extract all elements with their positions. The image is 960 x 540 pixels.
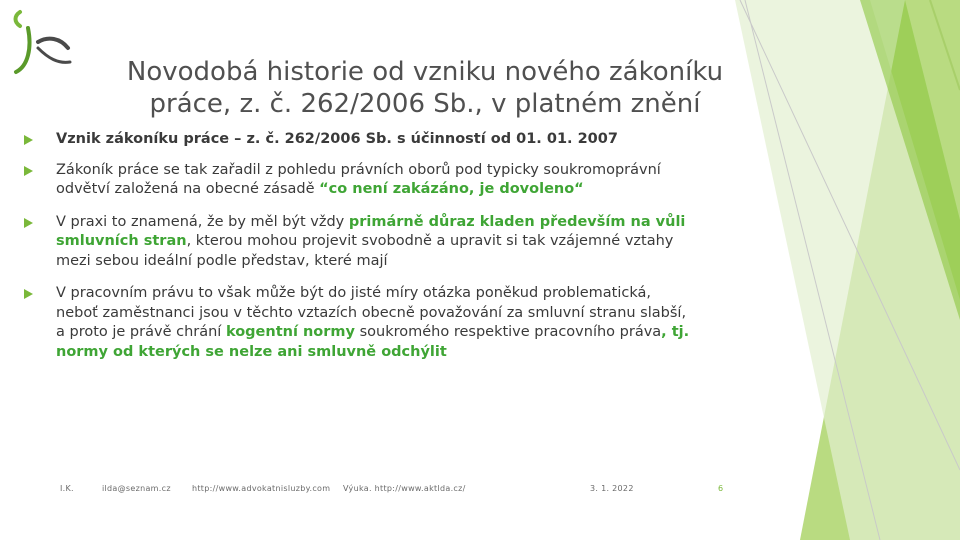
bullet-list bbox=[22, 130, 762, 362]
footer-teaching-link[interactable]: Výuka. http://www.aktlda.cz/ bbox=[343, 484, 466, 493]
footer-web-link[interactable]: http://www.advokatnisluzby.com bbox=[192, 484, 331, 493]
bullet-emphasis: “co není zakázáno, je dovoleno“ bbox=[319, 181, 584, 197]
bullet-arrow-icon bbox=[24, 289, 33, 299]
bullet-text: a proto je právě chrání bbox=[56, 324, 226, 340]
bullet-emphasis: smluvních stran bbox=[56, 233, 187, 249]
bullet-item bbox=[22, 284, 762, 362]
footer-email[interactable]: ilda@seznam.cz bbox=[102, 484, 171, 493]
bullet-text: odvětví založená na obecné zásadě bbox=[56, 181, 320, 197]
bullet-text: neboť zaměstnanci jsou v těchto vztazích obecně považování za smluvní stranu slabší, bbox=[56, 304, 687, 321]
bullet-arrow-icon bbox=[24, 135, 33, 145]
bullet-text: V praxi to znamená, že by měl být vždy bbox=[56, 213, 349, 230]
bullet-item bbox=[22, 161, 762, 200]
footer-date: 3. 1. 2022 bbox=[590, 484, 634, 493]
bullet-emphasis: kogentní normy bbox=[225, 324, 355, 340]
bullet-emphasis: , tj. bbox=[661, 324, 690, 340]
bullet-text: Vznik zákoníku práce – z. č. 262/2006 Sb. s účinností od 01. 01. 2007 bbox=[56, 131, 618, 147]
logo-icon bbox=[8, 8, 78, 78]
bullet-emphasis: normy od kterých se nelze ani smluvně odchýlit bbox=[56, 343, 447, 360]
bullet-text: mezi sebou ideální podle představ, které mají bbox=[56, 252, 388, 269]
bullet-emphasis: primárně důraz kladen především na vůli bbox=[348, 213, 686, 230]
slide-number: 6 bbox=[718, 484, 724, 493]
slide-title-line-1: Novodobá historie od vzniku nového zákoníku bbox=[126, 57, 724, 87]
bullet-arrow-icon bbox=[24, 218, 33, 228]
footer-author: I.K. bbox=[60, 484, 74, 493]
bullet-item bbox=[22, 130, 762, 150]
bullet-text: V pracovním právu to však může být do jisté míry otázka poněkud problematická, bbox=[56, 285, 651, 301]
bullet-text: soukromého respektive pracovního práva bbox=[354, 324, 662, 340]
bullet-text: Zákoník práce se tak zařadil z pohledu právních oborů pod typicky soukromoprávní bbox=[56, 161, 661, 178]
bullet-text: , kterou mohou projevit svobodně a upravit si tak vzájemné vztahy bbox=[186, 233, 674, 249]
bullet-arrow-icon bbox=[24, 166, 33, 176]
slide-title bbox=[80, 56, 770, 120]
bullet-item bbox=[22, 213, 762, 272]
slide-title-line-2: práce, z. č. 262/2006 Sb., v platném znění bbox=[149, 89, 701, 119]
